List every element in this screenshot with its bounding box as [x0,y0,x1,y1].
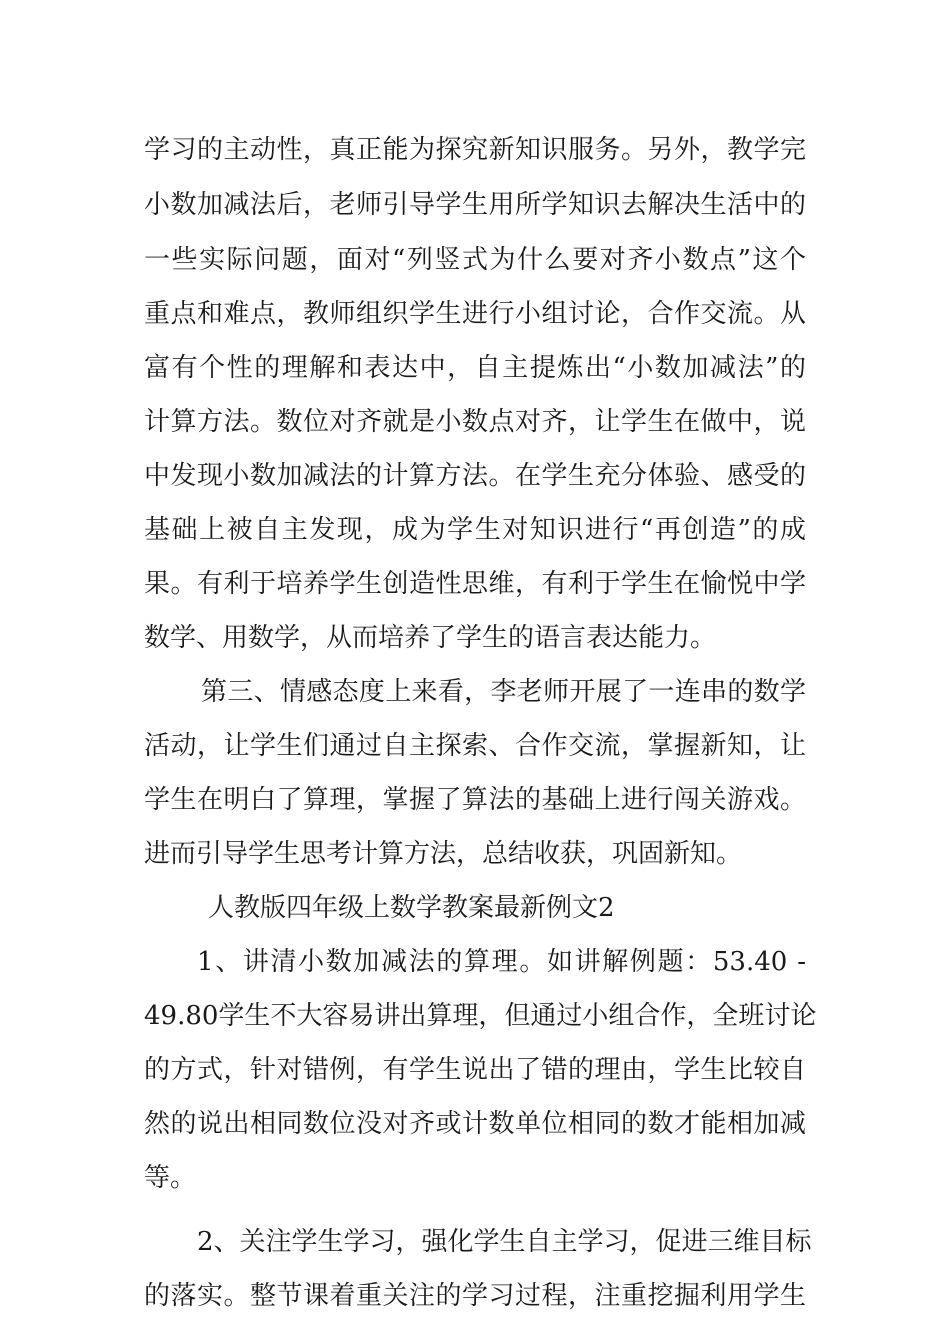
paragraph-line: 小数加减法后，老师引导学生用所学知识去解决生活中的 [144,190,806,220]
paragraph-line: 的落实。整节课着重关注的学习过程，注重挖掘利用学生 [144,1281,806,1311]
paragraph-line: 第三、情感态度上来看，李老师开展了一连串的数学 [201,677,806,707]
paragraph-line: 果。有利于培养学生创造性思维，有利于学生在愉悦中学 [144,569,806,599]
paragraph-line: 等。 [144,1163,197,1193]
section-heading: 人教版四年级上数学教案最新例文2 [208,893,615,923]
paragraph-line: 活动，让学生们通过自主探索、合作交流，掌握新知，让 [144,731,806,761]
paragraph-line: 学生在明白了算理，掌握了算法的基础上进行闯关游戏。 [144,785,806,815]
paragraph-line: 数学、用数学，从而培养了学生的语言表达能力。 [144,623,717,653]
paragraph-line: 计算方法。数位对齐就是小数点对齐，让学生在做中，说 [144,407,806,437]
paragraph-line: 富有个性的理解和表达中，自主提炼出“小数加减法”的 [144,353,806,383]
paragraph-line: 重点和难点，教师组织学生进行小组讨论，合作交流。从 [144,299,806,329]
paragraph-line: 49.80学生不大容易讲出算理，但通过小组合作，全班讨论 [144,1001,817,1031]
paragraph-line: 然的说出相同数位没对齐或计数单位相同的数才能相加减 [144,1109,806,1139]
paragraph-line: 中发现小数加减法的计算方法。在学生充分体验、感受的 [144,461,806,491]
paragraph-line: 进而引导学生思考计算方法，总结收获，巩固新知。 [144,839,743,869]
paragraph-line: 1、讲清小数加减法的算理。如讲解例题：53.40 - [197,947,806,977]
paragraph-line: 2、关注学生学习，强化学生自主学习，促进三维目标 [197,1227,812,1257]
paragraph-line: 的方式，针对错例，有学生说出了错的理由，学生比较自 [144,1055,806,1085]
paragraph-line: 基础上被自主发现，成为学生对知识进行“再创造”的成 [144,515,806,545]
paragraph-line: 学习的主动性，真正能为探究新知识服务。另外，教学完 [144,135,806,165]
paragraph-line: 一些实际问题，面对“列竖式为什么要对齐小数点”这个 [144,245,806,275]
